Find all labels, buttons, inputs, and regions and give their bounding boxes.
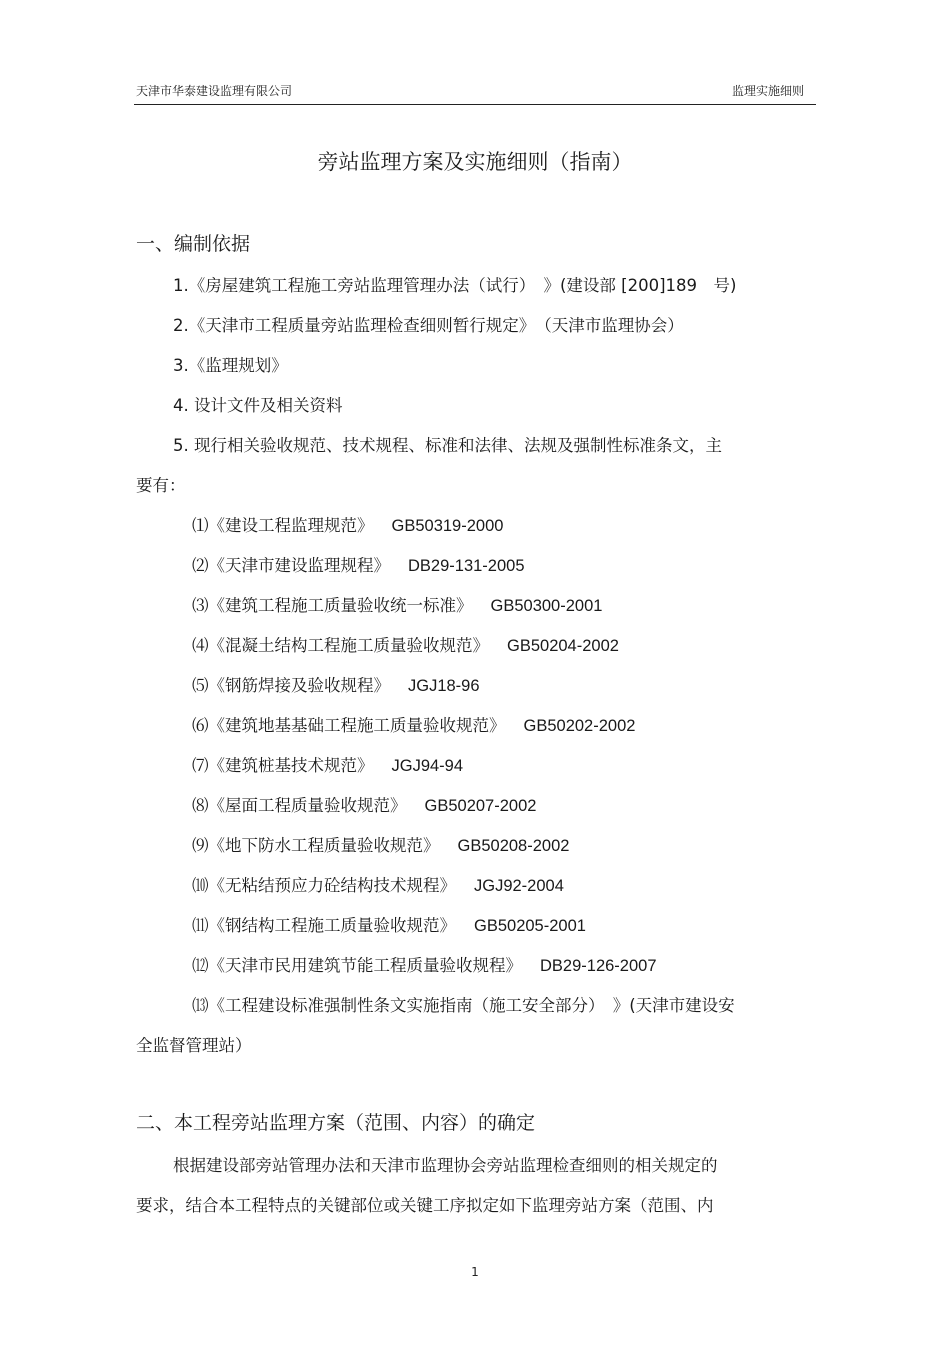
standard-item bbox=[192, 552, 525, 576]
basis-item-3: 3.《监理规划》 bbox=[173, 356, 288, 375]
standard-item bbox=[192, 952, 657, 976]
standard-item bbox=[192, 632, 619, 656]
standard-code: GB50204-2002 bbox=[507, 637, 619, 655]
standard-code: GB50319-2000 bbox=[391, 517, 504, 535]
standard-item bbox=[192, 912, 586, 936]
section2-paragraph-line-2: 要求，结合本工程特点的关键部位或关键工序拟定如下监理旁站方案（范围、内 bbox=[136, 1196, 714, 1215]
standard-item bbox=[192, 792, 536, 816]
basis-item-1: 1.《房屋建筑工程施工旁站监理管理办法（试行） 》(建设部 [200]189 号) bbox=[173, 276, 737, 295]
standard-code: GB50205-2001 bbox=[474, 917, 586, 935]
standard-item-13: ⒀《工程建设标准强制性条文实施指南（施工安全部分） 》(天津市建设安 bbox=[192, 996, 735, 1015]
standard-label: ⑾《钢结构工程施工质量验收规范》 bbox=[192, 916, 456, 935]
standard-label: ⑼《地下防水工程质量验收规范》 bbox=[192, 836, 440, 855]
basis-item-2: 2.《天津市工程质量旁站监理检查细则暂行规定》 （天津市监理协会） bbox=[173, 316, 684, 335]
standard-label: ⑽《无粘结预应力砼结构技术规程》 bbox=[192, 876, 456, 895]
section1-heading: 一、编制依据 bbox=[136, 233, 251, 255]
header-doc-type: 监理实施细则 bbox=[731, 84, 804, 98]
standard-item bbox=[192, 832, 569, 856]
standard-label: ⑻《屋面工程质量验收规范》 bbox=[192, 796, 407, 815]
standard-code: GB50207-2002 bbox=[424, 797, 537, 815]
standard-label: ⑵《天津市建设监理规程》 bbox=[192, 556, 390, 575]
standard-code: DB29-126-2007 bbox=[540, 957, 657, 975]
standard-item bbox=[192, 872, 564, 896]
standard-label: ⑸《钢筋焊接及验收规程》 bbox=[192, 676, 390, 695]
standard-label: ⑿《天津市民用建筑节能工程质量验收规程》 bbox=[192, 956, 522, 975]
document-title: 旁站监理方案及实施细则（指南） bbox=[317, 150, 633, 174]
header-company: 天津市华泰建设监理有限公司 bbox=[136, 84, 293, 98]
standard-label: ⑹《建筑地基基础工程施工质量验收规范》 bbox=[192, 716, 506, 735]
page-number: 1 bbox=[471, 1265, 479, 1279]
standard-item bbox=[192, 712, 635, 736]
standard-code: GB50202-2002 bbox=[523, 717, 636, 735]
standard-label: ⑺《建筑桩基技术规范》 bbox=[192, 756, 374, 775]
standard-label: ⑶《建筑工程施工质量验收统一标准》 bbox=[192, 596, 473, 615]
section2-heading: 二、本工程旁站监理方案（范围、内容）的确定 bbox=[136, 1112, 536, 1134]
standard-item bbox=[192, 512, 503, 536]
standard-code: JGJ92-2004 bbox=[474, 877, 564, 895]
standard-label: ⑴《建设工程监理规范》 bbox=[192, 516, 374, 535]
standard-item-13-continuation: 全监督管理站） bbox=[136, 1036, 252, 1055]
standard-code: JGJ94-94 bbox=[391, 757, 464, 775]
standard-code: GB50208-2002 bbox=[457, 837, 570, 855]
standard-item bbox=[192, 752, 463, 776]
basis-item-4: 4. 设计文件及相关资料 bbox=[173, 396, 343, 415]
basis-item-5: 5. 现行相关验收规范、技术规程、标准和法律、法规及强制性标准条文，主 bbox=[173, 436, 722, 455]
standard-item bbox=[192, 592, 602, 616]
standard-label: ⑷《混凝土结构工程施工质量验收规范》 bbox=[192, 636, 489, 655]
basis-item-5-continuation: 要有： bbox=[136, 476, 186, 495]
standard-code: GB50300-2001 bbox=[490, 597, 603, 615]
section2-paragraph-line-1: 根据建设部旁站管理办法和天津市监理协会旁站监理检查细则的相关规定的 bbox=[173, 1156, 718, 1175]
standard-code: DB29-131-2005 bbox=[408, 557, 525, 575]
standard-item bbox=[192, 672, 480, 696]
header-rule bbox=[134, 104, 816, 105]
standard-code: JGJ18-96 bbox=[408, 677, 480, 695]
